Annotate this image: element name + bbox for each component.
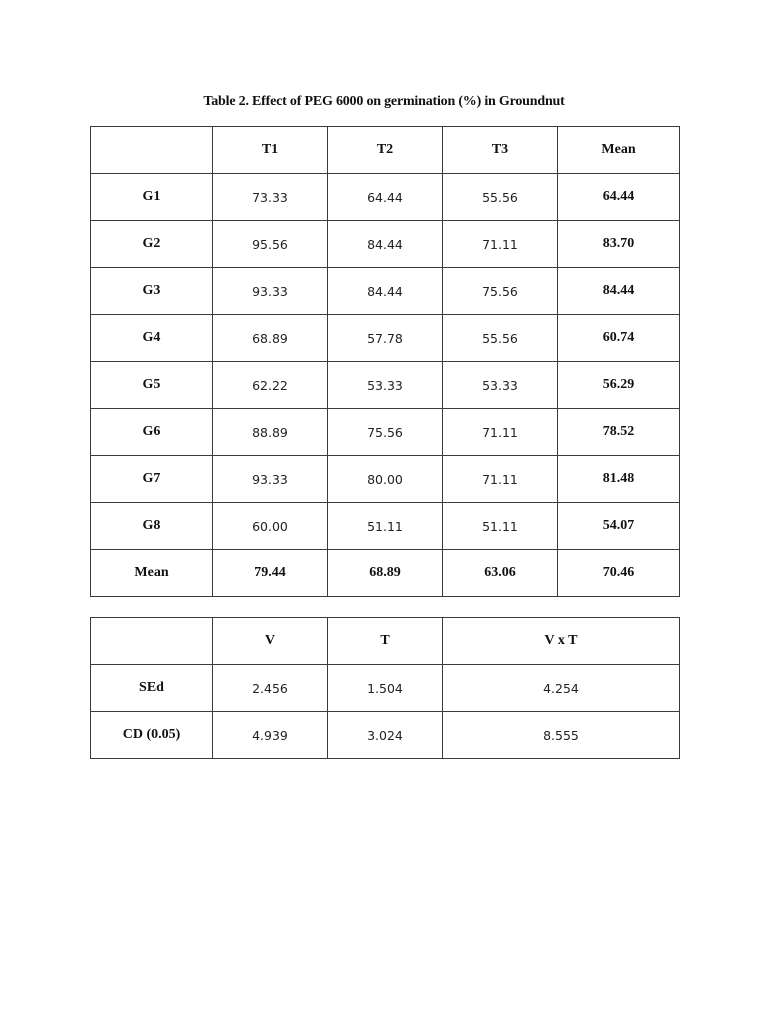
cell-mean: 60.74 bbox=[558, 315, 680, 362]
table-row bbox=[91, 409, 680, 456]
cell-mean: 78.52 bbox=[558, 409, 680, 456]
cell-t1: 73.33 bbox=[213, 174, 328, 221]
table-row bbox=[91, 503, 680, 550]
cell-t3: 71.11 bbox=[443, 221, 558, 268]
stats-header-t: T bbox=[328, 618, 443, 665]
cell-t1: 93.33 bbox=[213, 456, 328, 503]
header-t3: T3 bbox=[443, 127, 558, 174]
cell-t3: 55.56 bbox=[443, 315, 558, 362]
table-row bbox=[91, 362, 680, 409]
cell-t2: 84.44 bbox=[328, 221, 443, 268]
cell-t3: 71.11 bbox=[443, 456, 558, 503]
cell-t3: 63.06 bbox=[443, 550, 558, 597]
row-label: G4 bbox=[91, 315, 213, 362]
header-t2: T2 bbox=[328, 127, 443, 174]
cell-mean: 84.44 bbox=[558, 268, 680, 315]
cell-t2: 51.11 bbox=[328, 503, 443, 550]
stats-header-corner bbox=[91, 618, 213, 665]
stats-cell-v: 4.939 bbox=[213, 712, 328, 759]
table-row bbox=[91, 174, 680, 221]
cell-mean: 83.70 bbox=[558, 221, 680, 268]
cell-t2: 80.00 bbox=[328, 456, 443, 503]
cell-mean: 56.29 bbox=[558, 362, 680, 409]
row-label: G2 bbox=[91, 221, 213, 268]
stats-header-vxt: V x T bbox=[443, 618, 680, 665]
stats-row-label: CD (0.05) bbox=[91, 712, 213, 759]
table-row bbox=[91, 268, 680, 315]
cell-t1: 88.89 bbox=[213, 409, 328, 456]
cell-mean: 54.07 bbox=[558, 503, 680, 550]
row-label: G5 bbox=[91, 362, 213, 409]
germination-table bbox=[90, 126, 680, 597]
table-title: Table 2. Effect of PEG 6000 on germination (%) in Groundnut bbox=[203, 94, 565, 109]
stats-cell-t: 1.504 bbox=[328, 665, 443, 712]
row-label: G7 bbox=[91, 456, 213, 503]
table-row-mean bbox=[91, 550, 680, 597]
stats-header-v: V bbox=[213, 618, 328, 665]
stats-cell-v: 2.456 bbox=[213, 665, 328, 712]
table-row bbox=[91, 221, 680, 268]
cell-t3: 55.56 bbox=[443, 174, 558, 221]
cell-t2: 84.44 bbox=[328, 268, 443, 315]
cell-mean: 64.44 bbox=[558, 174, 680, 221]
cell-t1: 93.33 bbox=[213, 268, 328, 315]
cell-t1: 79.44 bbox=[213, 550, 328, 597]
stats-row bbox=[91, 665, 680, 712]
cell-t3: 53.33 bbox=[443, 362, 558, 409]
cell-t1: 68.89 bbox=[213, 315, 328, 362]
cell-mean: 81.48 bbox=[558, 456, 680, 503]
stats-cell-vxt: 8.555 bbox=[443, 712, 680, 759]
cell-t2: 53.33 bbox=[328, 362, 443, 409]
cell-t1: 62.22 bbox=[213, 362, 328, 409]
row-label: G8 bbox=[91, 503, 213, 550]
table-row bbox=[91, 315, 680, 362]
cell-t3: 75.56 bbox=[443, 268, 558, 315]
stats-cell-vxt: 4.254 bbox=[443, 665, 680, 712]
cell-mean: 70.46 bbox=[558, 550, 680, 597]
stats-row-label: SEd bbox=[91, 665, 213, 712]
stats-header-row bbox=[91, 618, 680, 665]
row-label: G3 bbox=[91, 268, 213, 315]
cell-t2: 64.44 bbox=[328, 174, 443, 221]
cell-t1: 95.56 bbox=[213, 221, 328, 268]
header-t1: T1 bbox=[213, 127, 328, 174]
header-mean: Mean bbox=[558, 127, 680, 174]
cell-t2: 57.78 bbox=[328, 315, 443, 362]
cell-t3: 71.11 bbox=[443, 409, 558, 456]
stats-row bbox=[91, 712, 680, 759]
statistics-table bbox=[90, 617, 680, 759]
table-header-row bbox=[91, 127, 680, 174]
row-label: G6 bbox=[91, 409, 213, 456]
table-row bbox=[91, 456, 680, 503]
row-label: G1 bbox=[91, 174, 213, 221]
cell-t3: 51.11 bbox=[443, 503, 558, 550]
row-label: Mean bbox=[91, 550, 213, 597]
header-corner bbox=[91, 127, 213, 174]
cell-t1: 60.00 bbox=[213, 503, 328, 550]
cell-t2: 68.89 bbox=[328, 550, 443, 597]
cell-t2: 75.56 bbox=[328, 409, 443, 456]
stats-cell-t: 3.024 bbox=[328, 712, 443, 759]
